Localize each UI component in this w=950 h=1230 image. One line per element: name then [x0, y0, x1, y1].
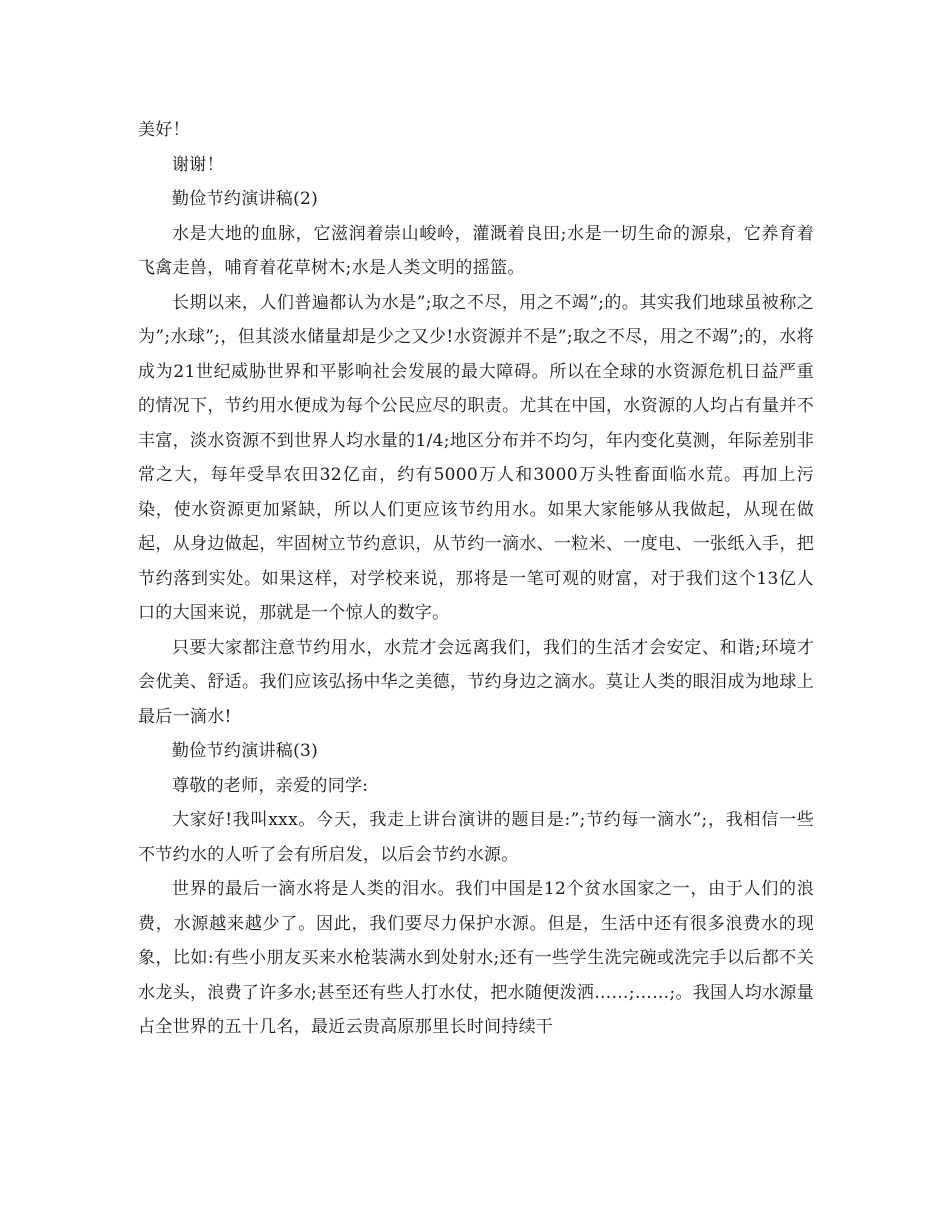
- paragraph-thanks: 谢谢！: [172, 154, 224, 175]
- document-page: [138, 113, 814, 1045]
- paragraph-save-water-call: 只要大家都注意节约用水，水荒才会远离我们，我们的生活才会安定、和谐;环境才会优美、舒适。我们应该弘扬中华之美德，节约身边之滴水。莫让人类的眼泪成为地球上最后一滴水!: [138, 637, 814, 727]
- section-heading-speech-3: 勤俭节约演讲稿(3): [172, 741, 319, 761]
- paragraph-closing-fragment: 美好！: [138, 120, 190, 140]
- paragraph-introduction: 大家好!我叫xxx。今天，我走上讲台演讲的题目是:”;节约每一滴水”;，我相信一些不节约水的人听了会有所启发，以后会节约水源。: [138, 810, 814, 865]
- paragraph-salutation: 尊敬的老师，亲爱的同学:: [172, 775, 369, 796]
- paragraph-last-drop: 世界的最后一滴水将是人类的泪水。我们中国是12个贫水国家之一，由于人们的浪费，水源越来越少了。因此，我们要尽力保护水源。但是，生活中还有很多浪费水的现象，比如:有些小朋友买来水枪装满水到处射水;还有一些学生洗完碗或洗完手以后都不关水龙头，浪费了许多水;甚至还有些人打水仗，把水随便泼洒……;……;。我国人均水源量占全世界的五十几名，最近云贵高原那里长时间持续干: [138, 879, 814, 1037]
- paragraph-water-lifeblood: 水是大地的血脉，它滋润着崇山峻岭，灌溉着良田;水是一切生命的源泉，它养育着飞禽走兽，哺育着花草树木;水是人类文明的摇篮。: [138, 223, 814, 278]
- paragraph-water-resources: 长期以来，人们普遍都认为水是”;取之不尽，用之不竭”;的。其实我们地球虽被称之为”;水球”;，但其淡水储量却是少之又少!水资源并不是”;取之不尽，用之不竭”;的，水将成为21世纪威胁世界和平影响社会发展的最大障碍。所以在全球的水资源危机日益严重的情况下，节约用水便成为每个公民应尽的职责。尤其在中国，水资源的人均占有量并不丰富，淡水资源不到世界人均水量的1/4;地区分布并不均匀，年内变化莫测，年际差别非常之大，每年受旱农田32亿亩，约有5000万人和3000万头牲畜面临水荒。再加上污染，使水资源更加紧缺，所以人们更应该节约用水。如果大家能够从我做起，从现在做起，从身边做起，牢固树立节约意识，从节约一滴水、一粒米、一度电、一张纸入手，把节约落到实处。如果这样，对学校来说，那将是一笔可观的财富，对于我们这个13亿人口的大国来说，那就是一个惊人的数字。: [138, 292, 814, 623]
- section-heading-speech-2: 勤俭节约演讲稿(2): [172, 189, 319, 209]
